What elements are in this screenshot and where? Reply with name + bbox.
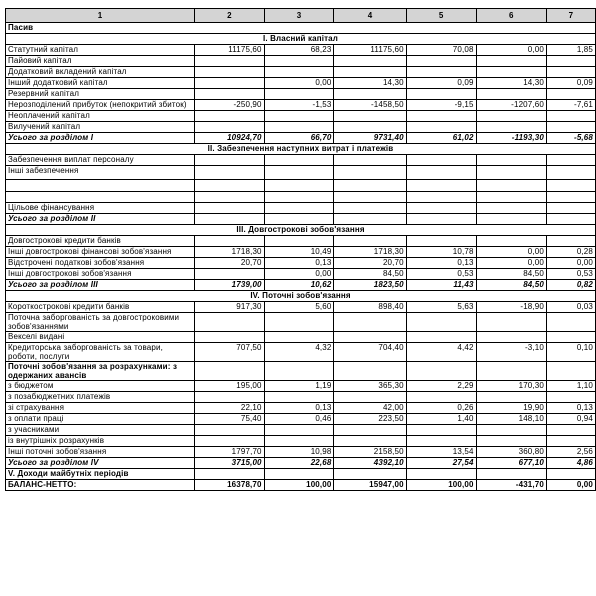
value-cell-col2 (195, 155, 264, 166)
value-cell-col7 (546, 56, 595, 67)
row-label: Цільове фінансування (6, 203, 195, 214)
value-cell-col2: 10924,70 (195, 133, 264, 144)
table-row (6, 100, 596, 111)
subtotal-row (6, 214, 596, 225)
value-cell-col3 (264, 332, 334, 343)
value-cell-col4 (334, 362, 406, 381)
value-cell-col7 (546, 192, 595, 203)
value-cell-col6: 0,00 (476, 258, 546, 269)
value-cell-col7 (546, 236, 595, 247)
value-cell-col5 (406, 155, 476, 166)
row-label: Вилучений капітал (6, 122, 195, 133)
value-cell-col3: 10,98 (264, 447, 334, 458)
value-cell-col2 (195, 111, 264, 122)
value-cell-col4 (334, 89, 406, 100)
value-cell-col3: 100,00 (264, 480, 334, 491)
row-label: зі страхування (6, 403, 195, 414)
value-cell-col4 (334, 122, 406, 133)
value-cell-col5 (406, 192, 476, 203)
value-cell-col3 (264, 436, 334, 447)
value-cell-col5 (406, 56, 476, 67)
value-cell-col2 (195, 392, 264, 403)
table-row (6, 247, 596, 258)
value-cell-col7: -5,68 (546, 133, 595, 144)
value-cell-col7 (546, 214, 595, 225)
table-row (6, 45, 596, 56)
value-cell-col4: 15947,00 (334, 480, 406, 491)
section-title: IV. Поточні зобов'язання (6, 291, 596, 302)
value-cell-col2: 707,50 (195, 343, 264, 362)
value-cell-col6 (476, 56, 546, 67)
value-cell-col3 (264, 56, 334, 67)
row-label: Пайовий капітал (6, 56, 195, 67)
value-cell-col3 (264, 122, 334, 133)
value-cell-col5: 1,40 (406, 414, 476, 425)
value-cell-col4: -1458,50 (334, 100, 406, 111)
value-cell-col4 (334, 436, 406, 447)
value-cell-col7: 0,03 (546, 302, 595, 313)
value-cell-col6: 0,00 (476, 45, 546, 56)
value-cell-col2: 1797,70 (195, 447, 264, 458)
value-cell-col6 (476, 436, 546, 447)
value-cell-col3 (264, 192, 334, 203)
value-cell-col4: 898,40 (334, 302, 406, 313)
header-cell: 6 (476, 9, 546, 23)
value-cell-col7 (546, 89, 595, 100)
value-cell-col5: 13,54 (406, 447, 476, 458)
value-cell-col5 (406, 436, 476, 447)
value-cell-col7: 0,53 (546, 269, 595, 280)
value-cell-col5: 0,53 (406, 269, 476, 280)
table-row (6, 166, 596, 180)
value-cell-col7: 0,00 (546, 480, 595, 491)
value-cell-col6 (476, 111, 546, 122)
table-row (6, 381, 596, 392)
row-label: із внутрішніх розрахунків (6, 436, 195, 447)
value-cell-col5: 11,43 (406, 280, 476, 291)
table-row (6, 258, 596, 269)
value-cell-col2: -250,90 (195, 100, 264, 111)
value-cell-col7 (546, 155, 595, 166)
section-header-row (6, 291, 596, 302)
value-cell-col3 (264, 89, 334, 100)
table-row (6, 313, 596, 332)
value-cell-col5: 0,09 (406, 78, 476, 89)
row-label: з позабюджетних платежів (6, 392, 195, 403)
value-cell-col3: -1,53 (264, 100, 334, 111)
section-title: I. Власний капітал (6, 34, 596, 45)
value-cell-col4 (334, 236, 406, 247)
table-row (6, 436, 596, 447)
value-cell-col6: 148,10 (476, 414, 546, 425)
value-cell-col6 (476, 362, 546, 381)
value-cell-col2 (195, 203, 264, 214)
value-cell-col6: 170,30 (476, 381, 546, 392)
table-row (6, 343, 596, 362)
row-label: Векселі видані (6, 332, 195, 343)
value-cell-col6: 84,50 (476, 269, 546, 280)
row-label: Додатковий вкладений капітал (6, 67, 195, 78)
value-cell-col5: 70,08 (406, 45, 476, 56)
table-row (6, 56, 596, 67)
value-cell-col3: 66,70 (264, 133, 334, 144)
value-cell-col4: 223,50 (334, 414, 406, 425)
row-label: Усього за розділом ІІ (6, 214, 195, 225)
value-cell-col5: 0,26 (406, 403, 476, 414)
value-cell-col7: -7,61 (546, 100, 595, 111)
table-row (6, 332, 596, 343)
row-label: Інші довгострокові фінансові зобов'язання (6, 247, 195, 258)
value-cell-col6: 19,90 (476, 403, 546, 414)
value-cell-col7: 0,09 (546, 78, 595, 89)
row-label: Інші забезпечення (6, 166, 195, 180)
value-cell-col5: 10,78 (406, 247, 476, 258)
value-cell-col2: 917,30 (195, 302, 264, 313)
table-row (6, 414, 596, 425)
table-row (6, 155, 596, 166)
table-row (6, 67, 596, 78)
header-cell: 3 (264, 9, 334, 23)
section-title: II. Забезпечення наступних витрат і платежів (6, 144, 596, 155)
value-cell-col6 (476, 392, 546, 403)
value-cell-col6: 677,10 (476, 458, 546, 469)
value-cell-col5 (406, 469, 476, 480)
value-cell-col7 (546, 180, 595, 192)
value-cell-col2 (195, 313, 264, 332)
value-cell-col5 (406, 89, 476, 100)
table-row (6, 192, 596, 203)
row-label: Нерозподілений прибуток (непокритий збиток) (6, 100, 195, 111)
value-cell-col5 (406, 203, 476, 214)
table-row (6, 236, 596, 247)
value-cell-col5 (406, 313, 476, 332)
table-row (6, 302, 596, 313)
header-cell: 2 (195, 9, 264, 23)
value-cell-col2 (195, 166, 264, 180)
value-cell-col4: 4392,10 (334, 458, 406, 469)
value-cell-col6: 84,50 (476, 280, 546, 291)
value-cell-col5 (406, 166, 476, 180)
row-label: БАЛАНС-НЕТТО: (6, 480, 195, 491)
bold-row (6, 362, 596, 381)
section-header-row (6, 225, 596, 236)
value-cell-col3 (264, 166, 334, 180)
value-cell-col2 (195, 192, 264, 203)
table-row (6, 111, 596, 122)
value-cell-col5: 2,29 (406, 381, 476, 392)
row-label: Інші поточні зобов'язання (6, 447, 195, 458)
value-cell-col4: 1823,50 (334, 280, 406, 291)
balance-sheet-table (5, 8, 596, 491)
table-row (6, 180, 596, 192)
value-cell-col2 (195, 56, 264, 67)
value-cell-col3 (264, 111, 334, 122)
value-cell-col6: -3,10 (476, 343, 546, 362)
value-cell-col2 (195, 89, 264, 100)
row-label: Кредиторська заборгованість за товари, роботи, послуги (6, 343, 195, 362)
value-cell-col6 (476, 122, 546, 133)
value-cell-col4 (334, 67, 406, 78)
value-cell-col2 (195, 436, 264, 447)
table-row (6, 447, 596, 458)
value-cell-col7: 2,56 (546, 447, 595, 458)
value-cell-col6 (476, 166, 546, 180)
value-cell-col5 (406, 111, 476, 122)
value-cell-col6 (476, 67, 546, 78)
value-cell-col6 (476, 89, 546, 100)
section-title: III. Довгострокові зобов'язання (6, 225, 596, 236)
header-cell: 4 (334, 9, 406, 23)
header-cell: 7 (546, 9, 595, 23)
row-label: з бюджетом (6, 381, 195, 392)
value-cell-col2: 3715,00 (195, 458, 264, 469)
value-cell-col6: 14,30 (476, 78, 546, 89)
table-row (6, 392, 596, 403)
bold-row (6, 480, 596, 491)
value-cell-col6 (476, 155, 546, 166)
value-cell-col2 (195, 78, 264, 89)
value-cell-col3: 1,19 (264, 381, 334, 392)
value-cell-col3: 0,00 (264, 269, 334, 280)
section-header-row (6, 144, 596, 155)
table-row (6, 269, 596, 280)
value-cell-col2 (195, 362, 264, 381)
value-cell-col2: 1739,00 (195, 280, 264, 291)
value-cell-col4: 1718,30 (334, 247, 406, 258)
value-cell-col7 (546, 332, 595, 343)
value-cell-col4 (334, 332, 406, 343)
value-cell-col3: 0,13 (264, 258, 334, 269)
value-cell-col2 (195, 269, 264, 280)
value-cell-col7 (546, 203, 595, 214)
value-cell-col7 (546, 469, 595, 480)
table-title-row (6, 23, 596, 34)
row-label: Короткострокові кредити банків (6, 302, 195, 313)
value-cell-col6 (476, 313, 546, 332)
value-cell-col7 (546, 111, 595, 122)
row-label: Неоплачений капітал (6, 111, 195, 122)
value-cell-col4: 2158,50 (334, 447, 406, 458)
value-cell-col5 (406, 214, 476, 225)
value-cell-col6 (476, 469, 546, 480)
value-cell-col2: 16378,70 (195, 480, 264, 491)
table-row (6, 425, 596, 436)
value-cell-col7: 1,85 (546, 45, 595, 56)
value-cell-col6 (476, 425, 546, 436)
row-label: Поточні зобов'язання за розрахунками: з одержаних авансів (6, 362, 195, 381)
value-cell-col4 (334, 111, 406, 122)
value-cell-col4 (334, 469, 406, 480)
value-cell-col6: -1193,30 (476, 133, 546, 144)
value-cell-col3 (264, 203, 334, 214)
row-label: з оплати праці (6, 414, 195, 425)
subtotal-row (6, 280, 596, 291)
value-cell-col3: 5,60 (264, 302, 334, 313)
value-cell-col4 (334, 56, 406, 67)
value-cell-col5: 0,13 (406, 258, 476, 269)
value-cell-col4 (334, 313, 406, 332)
value-cell-col7: 0,94 (546, 414, 595, 425)
value-cell-col5: 5,63 (406, 302, 476, 313)
row-label (6, 192, 195, 203)
value-cell-col4: 14,30 (334, 78, 406, 89)
value-cell-col7: 4,86 (546, 458, 595, 469)
table-title: Пасив (6, 23, 596, 34)
value-cell-col6 (476, 332, 546, 343)
table-row (6, 78, 596, 89)
value-cell-col2 (195, 214, 264, 225)
table-row (6, 122, 596, 133)
row-label: Поточна заборгованість за довгостроковими зобов'язаннями (6, 313, 195, 332)
row-label: з учасниками (6, 425, 195, 436)
value-cell-col7: 0,10 (546, 343, 595, 362)
row-label: Усього за розділом І (6, 133, 195, 144)
value-cell-col3: 10,49 (264, 247, 334, 258)
value-cell-col7 (546, 67, 595, 78)
value-cell-col3 (264, 313, 334, 332)
value-cell-col3 (264, 155, 334, 166)
value-cell-col6 (476, 203, 546, 214)
value-cell-col5 (406, 180, 476, 192)
value-cell-col2 (195, 332, 264, 343)
value-cell-col2 (195, 180, 264, 192)
value-cell-col5: 4,42 (406, 343, 476, 362)
value-cell-col6: -18,90 (476, 302, 546, 313)
value-cell-col5 (406, 67, 476, 78)
row-label: Статутний капітал (6, 45, 195, 56)
value-cell-col7 (546, 166, 595, 180)
value-cell-col2: 22,10 (195, 403, 264, 414)
row-label: Усього за розділом ІІІ (6, 280, 195, 291)
value-cell-col3: 10,62 (264, 280, 334, 291)
value-cell-col3 (264, 180, 334, 192)
value-cell-col7: 1,10 (546, 381, 595, 392)
value-cell-col7 (546, 425, 595, 436)
value-cell-col4 (334, 192, 406, 203)
value-cell-col4: 84,50 (334, 269, 406, 280)
value-cell-col2 (195, 122, 264, 133)
value-cell-col2: 75,40 (195, 414, 264, 425)
subtotal-row (6, 133, 596, 144)
header-cell: 1 (6, 9, 195, 23)
value-cell-col4 (334, 214, 406, 225)
value-cell-col6: 360,80 (476, 447, 546, 458)
row-label: Відстрочені податкові зобов'язання (6, 258, 195, 269)
value-cell-col7 (546, 392, 595, 403)
value-cell-col4: 365,30 (334, 381, 406, 392)
row-label: Довгострокові кредити банків (6, 236, 195, 247)
value-cell-col6 (476, 192, 546, 203)
value-cell-col7: 0,82 (546, 280, 595, 291)
table-row (6, 403, 596, 414)
value-cell-col5: 100,00 (406, 480, 476, 491)
value-cell-col4 (334, 425, 406, 436)
value-cell-col3 (264, 236, 334, 247)
value-cell-col7 (546, 313, 595, 332)
value-cell-col4: 11175,60 (334, 45, 406, 56)
value-cell-col5 (406, 332, 476, 343)
row-label (6, 180, 195, 192)
header-cell: 5 (406, 9, 476, 23)
value-cell-col5 (406, 362, 476, 381)
header-row (6, 9, 596, 23)
value-cell-col3 (264, 425, 334, 436)
value-cell-col3: 4,32 (264, 343, 334, 362)
value-cell-col6 (476, 236, 546, 247)
value-cell-col5 (406, 392, 476, 403)
value-cell-col2: 195,00 (195, 381, 264, 392)
value-cell-col6: -431,70 (476, 480, 546, 491)
value-cell-col5: 27,54 (406, 458, 476, 469)
row-label: Резервний капітал (6, 89, 195, 100)
value-cell-col3: 0,13 (264, 403, 334, 414)
value-cell-col2 (195, 425, 264, 436)
section-header-row (6, 34, 596, 45)
value-cell-col3: 0,46 (264, 414, 334, 425)
value-cell-col4 (334, 203, 406, 214)
table-row (6, 89, 596, 100)
value-cell-col4: 20,70 (334, 258, 406, 269)
value-cell-col3 (264, 469, 334, 480)
value-cell-col3 (264, 214, 334, 225)
value-cell-col4: 9731,40 (334, 133, 406, 144)
value-cell-col3: 68,23 (264, 45, 334, 56)
table-row (6, 203, 596, 214)
value-cell-col2: 20,70 (195, 258, 264, 269)
row-label: Інший додатковий капітал (6, 78, 195, 89)
subtotal-row (6, 458, 596, 469)
value-cell-col5: 61,02 (406, 133, 476, 144)
value-cell-col5: -9,15 (406, 100, 476, 111)
value-cell-col5 (406, 122, 476, 133)
value-cell-col7: 0,28 (546, 247, 595, 258)
value-cell-col4 (334, 392, 406, 403)
value-cell-col4 (334, 166, 406, 180)
value-cell-col7 (546, 362, 595, 381)
value-cell-col6 (476, 180, 546, 192)
value-cell-col5 (406, 236, 476, 247)
value-cell-col3 (264, 362, 334, 381)
value-cell-col6: -1207,60 (476, 100, 546, 111)
row-label: Усього за розділом IV (6, 458, 195, 469)
value-cell-col2: 11175,60 (195, 45, 264, 56)
value-cell-col7: 0,00 (546, 258, 595, 269)
row-label: Забезпечення виплат персоналу (6, 155, 195, 166)
value-cell-col4 (334, 180, 406, 192)
value-cell-col2 (195, 236, 264, 247)
value-cell-col6: 0,00 (476, 247, 546, 258)
value-cell-col2: 1718,30 (195, 247, 264, 258)
value-cell-col3 (264, 67, 334, 78)
value-cell-col7: 0,13 (546, 403, 595, 414)
row-label: Інші довгострокові зобов'язання (6, 269, 195, 280)
value-cell-col4 (334, 155, 406, 166)
value-cell-col3: 22,68 (264, 458, 334, 469)
value-cell-col2 (195, 469, 264, 480)
value-cell-col7 (546, 436, 595, 447)
value-cell-col3 (264, 392, 334, 403)
row-label: V. Доходи майбутніх періодів (6, 469, 195, 480)
value-cell-col3: 0,00 (264, 78, 334, 89)
value-cell-col2 (195, 67, 264, 78)
value-cell-col4: 704,40 (334, 343, 406, 362)
value-cell-col5 (406, 425, 476, 436)
value-cell-col6 (476, 214, 546, 225)
value-cell-col7 (546, 122, 595, 133)
bold-row (6, 469, 596, 480)
value-cell-col4: 42,00 (334, 403, 406, 414)
